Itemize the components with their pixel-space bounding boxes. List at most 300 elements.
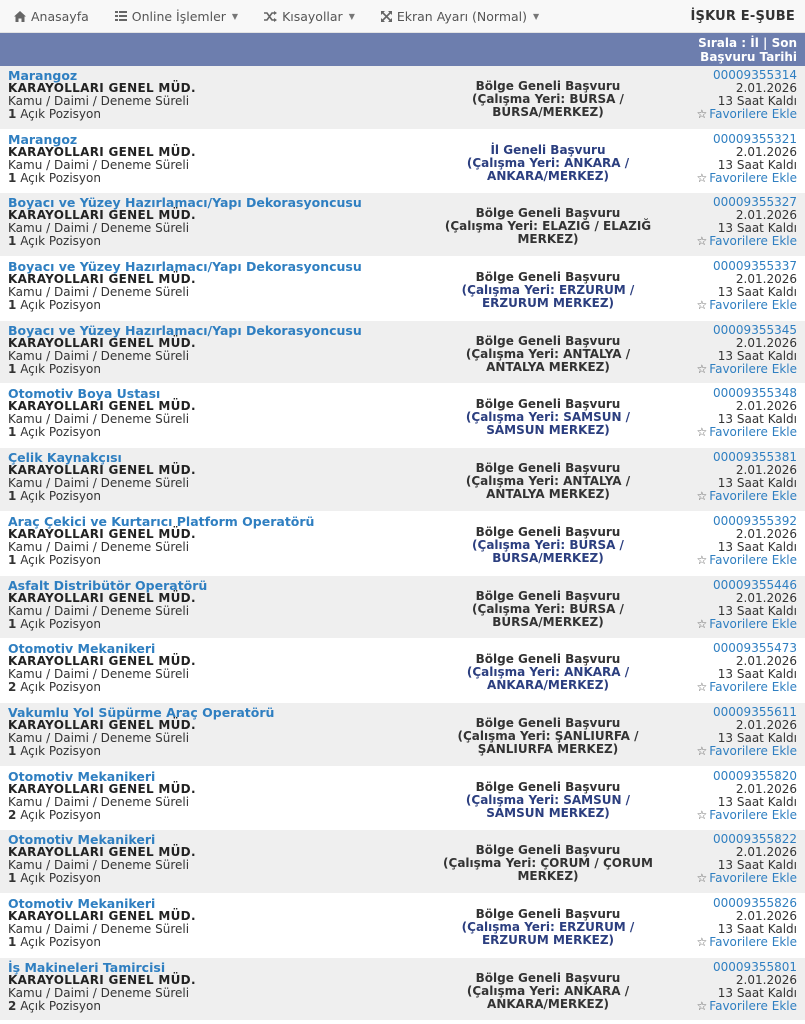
application-scope [408,387,688,447]
time-remaining: 13 Saat Kaldı [717,539,797,554]
open-positions [8,108,408,121]
job-info [8,515,408,575]
add-favorite-button[interactable] [688,172,797,185]
favorite-label: Favorilere Ekle [709,871,797,886]
job-info [8,770,408,830]
open-positions [8,1000,408,1013]
application-scope [408,897,688,957]
job-info [8,69,408,129]
time-remaining: 13 Saat Kaldı [717,157,797,172]
job-reference-link[interactable]: 00009355826 [713,895,797,910]
application-scope [408,770,688,830]
favorite-label: Favorilere Ekle [709,934,797,949]
work-location-line1: (Çalışma Yeri: SAMSUN / [465,792,631,807]
open-positions [8,618,408,631]
job-info [8,706,408,766]
job-meta [688,133,797,193]
position-count: 1 [8,616,17,631]
position-label: Açık Pozisyon [20,489,101,504]
position-count: 1 [8,298,17,313]
work-location-line1: (Çalışma Yeri: BURSA / [472,537,624,552]
work-location-line2: ERZURUM MERKEZ) [481,932,615,947]
application-type: Bölge Geneli Başvuru [475,779,621,794]
favorite-label: Favorilere Ekle [709,107,797,121]
star-outline-icon: ☆ [696,170,708,185]
table-row [0,830,805,894]
deadline-date: 2.01.2026 [735,526,797,541]
time-remaining: 13 Saat Kaldı [717,985,797,1000]
table-row [0,193,805,257]
application-scope [408,324,688,384]
add-favorite-button[interactable] [688,618,797,631]
position-count: 1 [8,743,17,758]
job-title-link[interactable]: Otomotiv Mekanikeri [8,832,156,848]
favorite-label: Favorilere Ekle [709,998,797,1013]
deadline-date: 2.01.2026 [735,463,797,478]
job-reference-link[interactable]: 00009355392 [713,513,797,528]
favorite-label: Favorilere Ekle [709,743,797,758]
home-icon [14,11,26,22]
position-label: Açık Pozisyon [20,361,101,376]
job-reference-link[interactable]: 00009355337 [713,259,797,274]
application-scope [408,961,688,1021]
job-info [8,642,408,702]
work-location-line1: (Çalışma Yeri: SAMSUN / [465,410,631,425]
job-meta [688,324,797,384]
job-info [8,579,408,639]
application-type: Bölge Geneli Başvuru [475,206,621,221]
job-type: Kamu / Daimi / Deneme Süreli [8,794,190,809]
open-positions [8,936,408,949]
sort-label-line2: Başvuru Tarihi [700,49,797,64]
employer-name: KARAYOLLARI GENEL MÜD. [8,654,196,669]
table-row [0,767,805,831]
job-title-link[interactable]: Marangoz [8,68,78,83]
work-location-line1: (Çalışma Yeri: ANKARA / [466,155,630,170]
job-title-link[interactable]: Çelik Kaynakçısı [8,450,122,466]
employer-name: KARAYOLLARI GENEL MÜD. [8,590,196,605]
position-label: Açık Pozisyon [20,107,101,121]
job-reference-link[interactable]: 00009355314 [713,68,797,82]
work-location-line2: ANTALYA MERKEZ) [486,487,610,502]
open-positions [8,554,408,567]
favorite-label: Favorilere Ekle [709,170,797,185]
job-type: Kamu / Daimi / Deneme Süreli [8,858,190,873]
nav-ekran-ayari[interactable] [381,9,539,24]
work-location-line1: (Çalışma Yeri: ANKARA / [466,665,630,680]
deadline-date: 2.01.2026 [735,144,797,159]
application-scope [408,196,688,256]
application-type: Bölge Geneli Başvuru [475,906,621,921]
position-label: Açık Pozisyon [20,298,101,313]
work-location-line1: (Çalışma Yeri: ANTALYA / [465,346,631,361]
time-remaining: 13 Saat Kaldı [717,221,797,236]
job-meta [688,579,797,639]
application-type: Bölge Geneli Başvuru [475,524,621,539]
deadline-date: 2.01.2026 [735,208,797,223]
add-favorite-button[interactable] [688,681,797,694]
work-location-line2: ERZURUM MERKEZ) [481,296,615,311]
employer-name: KARAYOLLARI GENEL MÜD. [8,208,196,223]
table-row [0,384,805,448]
job-meta [688,196,797,256]
job-meta [688,961,797,1021]
open-positions [8,681,408,694]
caret-down-icon: ▼ [231,11,239,21]
deadline-date: 2.01.2026 [735,272,797,287]
position-count: 1 [8,552,17,567]
favorite-label: Favorilere Ekle [709,234,797,249]
star-outline-icon: ☆ [696,107,708,121]
job-type: Kamu / Daimi / Deneme Süreli [8,603,190,618]
add-favorite-button[interactable] [688,299,797,312]
employer-name: KARAYOLLARI GENEL MÜD. [8,526,196,541]
job-title-link[interactable]: Otomotiv Mekanikeri [8,895,156,911]
deadline-date: 2.01.2026 [735,972,797,987]
caret-down-icon: ▼ [348,11,355,21]
employer-name: KARAYOLLARI GENEL MÜD. [8,972,196,987]
job-reference-link[interactable]: 00009355822 [713,832,797,847]
application-type: Bölge Geneli Başvuru [475,79,621,93]
time-remaining: 13 Saat Kaldı [717,476,797,491]
job-meta [688,706,797,766]
application-type: İl Geneli Başvuru [490,142,606,157]
job-info [8,897,408,957]
job-title-link[interactable]: Otomotiv Boya Ustası [8,386,161,402]
open-positions [8,426,408,439]
deadline-date: 2.01.2026 [735,399,797,414]
position-label: Açık Pozisyon [20,234,101,249]
job-info [8,260,408,320]
add-favorite-button[interactable] [688,554,797,567]
star-outline-icon: ☆ [696,298,708,313]
favorite-label: Favorilere Ekle [709,425,797,440]
job-reference-link[interactable]: 00009355348 [713,386,797,401]
employer-name: KARAYOLLARI GENEL MÜD. [8,908,196,923]
add-favorite-button[interactable] [688,490,797,503]
job-reference-link[interactable]: 00009355321 [713,131,797,146]
work-location-line1: (Çalışma Yeri: ÇORUM / ÇORUM [443,856,653,871]
job-meta [688,897,797,957]
work-location-line2: MERKEZ) [517,869,579,884]
job-type: Kamu / Daimi / Deneme Süreli [8,667,190,682]
job-reference-link[interactable]: 00009355345 [713,322,797,337]
employer-name: KARAYOLLARI GENEL MÜD. [8,81,196,95]
deadline-date: 2.01.2026 [735,717,797,732]
deadline-date: 2.01.2026 [735,781,797,796]
time-remaining: 13 Saat Kaldı [717,921,797,936]
table-row [0,958,805,1022]
nav-kisayollar[interactable] [264,9,355,24]
job-info [8,324,408,384]
job-title-link[interactable]: Araç Çekici ve Kurtarıcı Platform Operatörü [8,513,315,529]
position-label: Açık Pozisyon [20,807,101,822]
favorite-label: Favorilere Ekle [709,361,797,376]
star-outline-icon: ☆ [696,425,708,440]
application-type: Bölge Geneli Başvuru [475,333,621,348]
open-positions [8,745,408,758]
add-favorite-button[interactable] [688,235,797,248]
position-label: Açık Pozisyon [20,170,101,185]
sort-control[interactable] [698,36,797,64]
job-type: Kamu / Daimi / Deneme Süreli [8,348,190,363]
job-title-link[interactable]: İş Makineleri Tamircisi [8,959,166,975]
application-scope [408,133,688,193]
open-positions [8,235,408,248]
job-info [8,387,408,447]
job-title-link[interactable]: Boyacı ve Yüzey Hazırlamacı/Yapı Dekorasyoncusu [8,195,362,211]
job-title-link[interactable]: Boyacı ve Yüzey Hazırlamacı/Yapı Dekorasyoncusu [8,322,362,338]
caret-down-icon: ▼ [533,11,540,21]
application-type: Bölge Geneli Başvuru [475,843,621,858]
application-scope [408,579,688,639]
nav-shortcuts-label: Kısayollar [282,8,343,24]
work-location-line2: BURSA/MERKEZ) [492,614,604,629]
open-positions [8,490,408,503]
position-label: Açık Pozisyon [20,871,101,886]
work-location-line1: (Çalışma Yeri: ŞANLIURFA / [457,728,639,743]
time-remaining: 13 Saat Kaldı [717,285,797,300]
employer-name: KARAYOLLARI GENEL MÜD. [8,845,196,860]
table-row [0,512,805,576]
position-label: Açık Pozisyon [20,552,101,567]
work-location-line1: (Çalışma Yeri: ELAZIĞ / ELAZIĞ [444,219,652,234]
position-label: Açık Pozisyon [20,998,101,1013]
job-reference-link[interactable]: 00009355381 [713,450,797,465]
application-type: Bölge Geneli Başvuru [475,270,621,285]
job-type: Kamu / Daimi / Deneme Süreli [8,985,190,1000]
brand-title[interactable]: İŞKUR E-ŞUBE [690,8,795,24]
add-favorite-button[interactable] [688,872,797,885]
job-meta [688,770,797,830]
sort-label-line1: Sırala : İl | Son [698,35,797,50]
favorite-label: Favorilere Ekle [709,489,797,504]
work-location-line2: BURSA/MERKEZ) [492,105,604,119]
time-remaining: 13 Saat Kaldı [717,412,797,427]
position-count: 1 [8,425,17,440]
add-favorite-button[interactable] [688,363,797,376]
application-type: Bölge Geneli Başvuru [475,397,621,412]
application-scope [408,642,688,702]
job-reference-link[interactable]: 00009355473 [713,641,797,656]
application-type: Bölge Geneli Başvuru [475,970,621,985]
job-type: Kamu / Daimi / Deneme Süreli [8,476,190,491]
job-reference-link[interactable]: 00009355327 [713,195,797,210]
application-type: Bölge Geneli Başvuru [475,588,621,603]
job-meta [688,451,797,511]
position-label: Açık Pozisyon [20,616,101,631]
add-favorite-button[interactable] [688,108,797,121]
job-type: Kamu / Daimi / Deneme Süreli [8,539,190,554]
job-meta [688,260,797,320]
application-scope [408,833,688,893]
employer-name: KARAYOLLARI GENEL MÜD. [8,717,196,732]
star-outline-icon: ☆ [696,616,708,631]
position-label: Açık Pozisyon [20,425,101,440]
job-meta [688,515,797,575]
work-location-line1: (Çalışma Yeri: ERZURUM / [461,283,635,298]
work-location-line1: (Çalışma Yeri: BURSA / [472,601,624,616]
deadline-date: 2.01.2026 [735,335,797,350]
job-type: Kamu / Daimi / Deneme Süreli [8,285,190,300]
table-row [0,130,805,194]
job-info [8,961,408,1021]
position-count: 1 [8,361,17,376]
job-title-link[interactable]: Asfalt Distribütör Operatörü [8,577,208,593]
job-meta [688,69,797,129]
nav-home-label: Anasayfa [31,8,89,24]
nav-screen-label: Ekran Ayarı (Normal) [396,8,528,24]
table-row [0,639,805,703]
work-location-line2: ANKARA/MERKEZ) [487,168,609,183]
job-type: Kamu / Daimi / Deneme Süreli [8,94,190,108]
job-reference-link[interactable]: 00009355820 [713,768,797,783]
position-count: 2 [8,807,17,822]
application-type: Bölge Geneli Başvuru [475,461,621,476]
star-outline-icon: ☆ [696,871,708,886]
employer-name: KARAYOLLARI GENEL MÜD. [8,272,196,287]
work-location-line2: SAMSUN MERKEZ) [486,423,610,438]
star-outline-icon: ☆ [696,234,708,249]
open-positions [8,809,408,822]
work-location-line2: MERKEZ) [517,232,579,247]
job-type: Kamu / Daimi / Deneme Süreli [8,921,190,936]
favorite-label: Favorilere Ekle [709,680,797,695]
deadline-date: 2.01.2026 [735,654,797,669]
add-favorite-button[interactable] [688,809,797,822]
job-reference-link[interactable]: 00009355611 [713,704,797,719]
job-meta [688,642,797,702]
work-location-line2: ANTALYA MERKEZ) [486,359,610,374]
position-count: 1 [8,234,17,249]
deadline-date: 2.01.2026 [735,845,797,860]
add-favorite-button[interactable] [688,745,797,758]
application-scope [408,706,688,766]
favorite-label: Favorilere Ekle [709,807,797,822]
table-row [0,66,805,130]
star-outline-icon: ☆ [696,552,708,567]
job-list [0,66,805,1021]
open-positions [8,172,408,185]
favorite-label: Favorilere Ekle [709,616,797,631]
position-count: 1 [8,170,17,185]
star-outline-icon: ☆ [696,361,708,376]
job-info [8,833,408,893]
work-location-line2: ANKARA/MERKEZ) [487,996,609,1011]
position-count: 1 [8,934,17,949]
position-label: Açık Pozisyon [20,680,101,695]
position-count: 2 [8,680,17,695]
job-type: Kamu / Daimi / Deneme Süreli [8,730,190,745]
application-scope [408,260,688,320]
add-favorite-button[interactable] [688,1000,797,1013]
star-outline-icon: ☆ [696,489,708,504]
nav-home[interactable] [14,9,89,24]
time-remaining: 13 Saat Kaldı [717,348,797,363]
employer-name: KARAYOLLARI GENEL MÜD. [8,144,196,159]
table-row [0,576,805,640]
position-count: 1 [8,107,17,121]
nav-online-label: Online İşlemler [131,8,226,24]
time-remaining: 13 Saat Kaldı [717,794,797,809]
employer-name: KARAYOLLARI GENEL MÜD. [8,781,196,796]
resize-icon [381,11,392,22]
job-reference-link[interactable]: 00009355446 [713,577,797,592]
table-row [0,894,805,958]
favorite-label: Favorilere Ekle [709,552,797,567]
work-location-line1: (Çalışma Yeri: ERZURUM / [461,919,635,934]
table-row [0,257,805,321]
open-positions [8,363,408,376]
job-meta [688,833,797,893]
job-title-link[interactable]: Boyacı ve Yüzey Hazırlamacı/Yapı Dekorasyoncusu [8,259,362,275]
shuffle-icon [264,11,277,22]
position-count: 2 [8,998,17,1013]
job-title-link[interactable]: Marangoz [8,131,78,147]
job-title-link[interactable]: Vakumlu Yol Süpürme Araç Operatörü [8,704,275,720]
application-scope [408,69,688,129]
work-location-line2: ANKARA/MERKEZ) [487,678,609,693]
add-favorite-button[interactable] [688,936,797,949]
job-info [8,196,408,256]
employer-name: KARAYOLLARI GENEL MÜD. [8,399,196,414]
application-scope [408,451,688,511]
work-location-line1: (Çalışma Yeri: ANKARA / [466,983,630,998]
position-count: 1 [8,489,17,504]
table-row [0,703,805,767]
deadline-date: 2.01.2026 [735,908,797,923]
deadline-date: 2.01.2026 [735,81,797,95]
position-label: Açık Pozisyon [20,743,101,758]
time-remaining: 13 Saat Kaldı [717,603,797,618]
job-type: Kamu / Daimi / Deneme Süreli [8,221,190,236]
table-row [0,448,805,512]
employer-name: KARAYOLLARI GENEL MÜD. [8,335,196,350]
job-type: Kamu / Daimi / Deneme Süreli [8,157,190,172]
job-title-link[interactable]: Otomotiv Mekanikeri [8,641,156,657]
nav-online-islemler[interactable] [115,9,238,24]
work-location-line2: BURSA/MERKEZ) [492,550,604,565]
job-info [8,133,408,193]
application-type: Bölge Geneli Başvuru [475,652,621,667]
work-location-line2: SAMSUN MERKEZ) [486,805,610,820]
employer-name: KARAYOLLARI GENEL MÜD. [8,463,196,478]
application-type: Bölge Geneli Başvuru [475,715,621,730]
time-remaining: 13 Saat Kaldı [717,730,797,745]
job-title-link[interactable]: Otomotiv Mekanikeri [8,768,156,784]
open-positions [8,299,408,312]
job-meta [688,387,797,447]
time-remaining: 13 Saat Kaldı [717,94,797,108]
star-outline-icon: ☆ [696,934,708,949]
star-outline-icon: ☆ [696,807,708,822]
star-outline-icon: ☆ [696,998,708,1013]
time-remaining: 13 Saat Kaldı [717,858,797,873]
deadline-date: 2.01.2026 [735,590,797,605]
table-row [0,321,805,385]
add-favorite-button[interactable] [688,426,797,439]
favorite-label: Favorilere Ekle [709,298,797,313]
table-header [0,33,805,66]
job-info [8,451,408,511]
job-type: Kamu / Daimi / Deneme Süreli [8,412,190,427]
star-outline-icon: ☆ [696,743,708,758]
job-reference-link[interactable]: 00009355801 [713,959,797,974]
top-navbar [0,0,805,33]
work-location-line1: (Çalışma Yeri: ANTALYA / [465,474,631,489]
open-positions [8,872,408,885]
list-icon [115,11,127,21]
